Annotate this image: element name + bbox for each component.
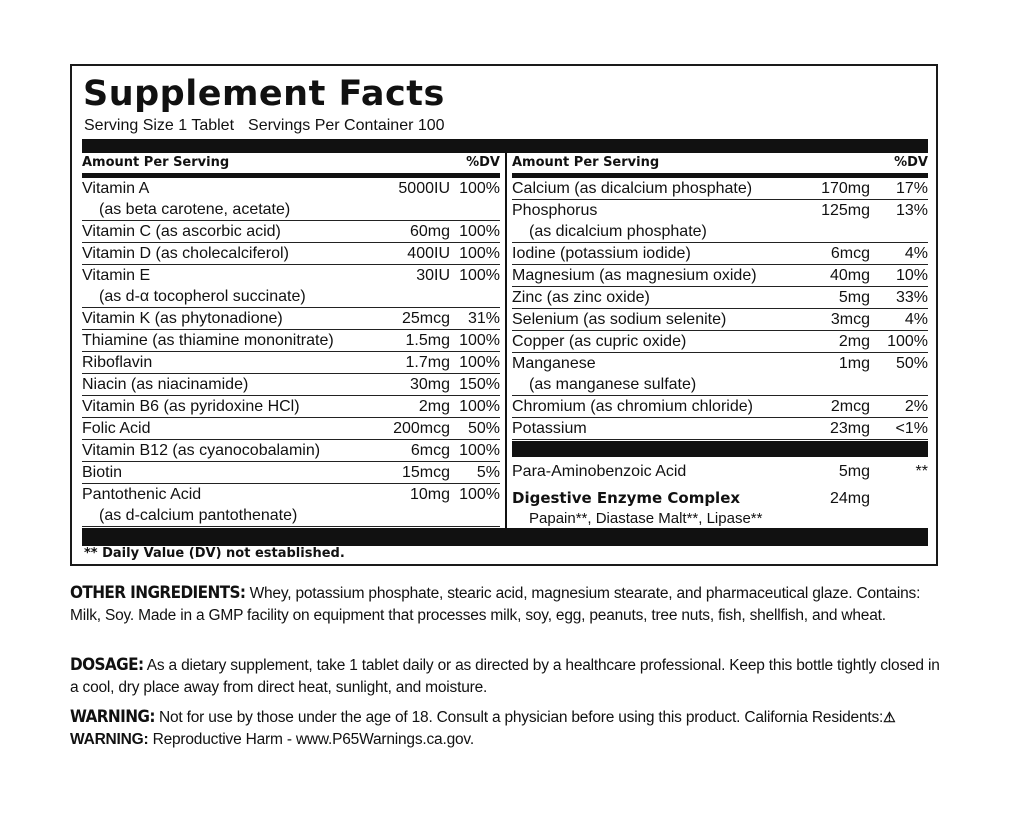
- nutrient-amount: 125mg: [821, 202, 870, 219]
- nutrient-source: (as d-α tocopherol succinate): [99, 288, 306, 305]
- nutrient-name: [512, 396, 800, 417]
- nutrient-row: [512, 396, 928, 418]
- nutrient-name: [512, 353, 800, 395]
- nutrient-row: [82, 243, 500, 265]
- nutrient-amount: 30IU: [416, 267, 450, 284]
- nutrient-row: [82, 418, 500, 440]
- nutrient-dv: 100%: [459, 180, 500, 197]
- nutrient-row: [82, 178, 500, 221]
- supplement-facts-panel: [70, 64, 938, 566]
- nutrient-dv: 100%: [459, 486, 500, 503]
- left-nutrient-column: [82, 153, 500, 528]
- nutrient-source: (as dicalcium phosphate): [529, 223, 707, 240]
- nutrient-row: [82, 374, 500, 396]
- nutrient-row: [512, 309, 928, 331]
- nutrient-name: [82, 243, 407, 264]
- nutrient-amount: 2mg: [418, 398, 450, 415]
- nutrient-label: Vitamin K (as phytonadione): [82, 310, 283, 327]
- nutrient-amount: 10mg: [409, 486, 450, 503]
- bottom-divider-bar: [82, 528, 928, 546]
- nutrient-name: [82, 462, 402, 483]
- nutrient-dv: 100%: [459, 245, 500, 262]
- nutrient-amount: 5000IU: [398, 180, 450, 197]
- other-ingredients-text: Whey, potassium phosphate, stearic acid, magnesium stearate, and pharmaceutical glaze. Contains: Milk, Soy. Made in a GMP facility on equipment that processes milk, soy, egg, peanuts, tree nuts, fish, shellfish, and wheat.: [70, 585, 921, 624]
- nutrient-amount: 200mcg: [393, 420, 450, 437]
- nutrient-label: Calcium (as dicalcium phosphate): [512, 180, 753, 197]
- nutrient-label: Iodine (potassium iodide): [512, 245, 691, 262]
- nutrient-label: Vitamin A: [82, 180, 150, 197]
- nutrient-dv: 50%: [895, 355, 928, 372]
- nutrient-amount: 30mg: [409, 376, 450, 393]
- nutrient-row: [512, 200, 928, 243]
- warning-triangle-icon: ⚠: [883, 709, 896, 725]
- enzyme-components: Papain**, Diastase Malt**, Lipase**: [529, 510, 763, 527]
- nutrient-dv: 100%: [459, 398, 500, 415]
- nutrient-row: [512, 178, 928, 200]
- warning-heading: WARNING:: [70, 707, 155, 727]
- nutrient-row: [82, 462, 500, 484]
- nutrient-dv: 33%: [895, 289, 928, 306]
- nutrient-label: Folic Acid: [82, 420, 151, 437]
- nutrient-row: [512, 353, 928, 396]
- dv-footnote: ** Daily Value (DV) not established.: [84, 546, 345, 561]
- nutrient-name: [512, 200, 800, 242]
- nutrient-dv: 13%: [895, 202, 928, 219]
- ca-warning-text: Reproductive Harm - www.P65Warnings.ca.gov.: [152, 731, 474, 748]
- nutrient-name: [512, 287, 800, 308]
- nutrient-label: Manganese: [512, 355, 596, 372]
- servings-per-container: Servings Per Container 100: [248, 117, 445, 134]
- nutrient-name: [512, 418, 800, 439]
- nutrient-amount: 1mg: [838, 355, 870, 372]
- top-divider-bar: [82, 139, 928, 153]
- nutrient-name: Para-Aminobenzoic Acid: [512, 463, 687, 480]
- nutrient-dv: 100%: [459, 267, 500, 284]
- nutrient-row: [82, 265, 500, 308]
- nutrient-amount: 5mg: [838, 289, 870, 306]
- nutrient-dv: 4%: [904, 311, 928, 328]
- nutrient-label: Selenium (as sodium selenite): [512, 311, 727, 328]
- ca-warning-label: WARNING:: [70, 731, 149, 748]
- nutrient-dv: 100%: [459, 354, 500, 371]
- other-ingredients-heading: OTHER INGREDIENTS:: [70, 583, 246, 603]
- nutrient-amount: 1.7mg: [405, 354, 450, 371]
- nutrient-label: Vitamin B6 (as pyridoxine HCl): [82, 398, 300, 415]
- nutrient-name: [82, 330, 406, 351]
- nutrient-label: Magnesium (as magnesium oxide): [512, 267, 757, 284]
- enzyme-name: Digestive Enzyme Complex: [512, 489, 741, 507]
- nutrient-dv: 150%: [459, 376, 500, 393]
- nutrient-name: [82, 308, 402, 329]
- nutrient-dv: <1%: [895, 420, 928, 437]
- paba-row: [512, 461, 928, 482]
- nutrient-amount: 5mg: [838, 463, 870, 480]
- nutrient-dv: 31%: [467, 310, 500, 327]
- header-dv: %DV: [466, 155, 500, 170]
- nutrient-name: [82, 440, 411, 461]
- nutrient-name: [82, 352, 406, 373]
- nutrient-name: [512, 309, 800, 330]
- nutrient-label: Chromium (as chromium chloride): [512, 398, 753, 415]
- nutrient-amount: 6mcg: [830, 245, 870, 262]
- nutrient-name: [512, 331, 800, 352]
- nutrient-name: [82, 484, 410, 526]
- nutrient-dv: 100%: [459, 332, 500, 349]
- dosage-heading: DOSAGE:: [70, 655, 144, 675]
- dosage: [70, 654, 942, 699]
- left-column-header: [82, 153, 500, 178]
- nutrient-amount: 40mg: [829, 267, 870, 284]
- nutrient-row: [512, 418, 928, 440]
- nutrient-label: Thiamine (as thiamine mononitrate): [82, 332, 334, 349]
- nutrient-row: [512, 287, 928, 309]
- header-amount: Amount Per Serving: [512, 155, 660, 170]
- nutrient-dv: 100%: [887, 333, 928, 350]
- nutrient-dv: 5%: [476, 464, 500, 481]
- nutrient-name: [82, 265, 416, 307]
- right-section-bar: [512, 441, 928, 457]
- nutrient-row: [82, 484, 500, 527]
- nutrient-label: Phosphorus: [512, 202, 598, 219]
- nutrient-label: Riboflavin: [82, 354, 153, 371]
- nutrient-dv: 10%: [895, 267, 928, 284]
- nutrient-amount: 15mcg: [401, 464, 450, 481]
- right-nutrient-column: [512, 153, 928, 528]
- nutrient-label: Zinc (as zinc oxide): [512, 289, 650, 306]
- nutrient-amount: 2mcg: [830, 398, 870, 415]
- serving-info: [84, 116, 445, 136]
- nutrient-dv: 2%: [904, 398, 928, 415]
- warning-text: Not for use by those under the age of 18. Consult a physician before using this product. California Residents:: [159, 709, 884, 726]
- nutrient-amount: 23mg: [829, 420, 870, 437]
- nutrient-label: Vitamin E: [82, 267, 151, 284]
- nutrient-amount: 3mcg: [830, 311, 870, 328]
- nutrient-label: Vitamin D (as cholecalciferol): [82, 245, 289, 262]
- nutrient-row: [82, 308, 500, 330]
- nutrient-dv: 100%: [459, 223, 500, 240]
- nutrient-amount: 25mcg: [401, 310, 450, 327]
- nutrient-amount: 2mg: [838, 333, 870, 350]
- nutrient-row: [82, 352, 500, 374]
- nutrient-name: [82, 418, 393, 439]
- nutrient-label: Copper (as cupric oxide): [512, 333, 687, 350]
- nutrient-name: [512, 178, 800, 199]
- serving-size: Serving Size 1 Tablet: [84, 117, 235, 134]
- nutrient-name: [82, 178, 398, 220]
- nutrient-amount: 170mg: [821, 180, 870, 197]
- nutrient-label: Biotin: [82, 464, 123, 481]
- nutrient-name: [512, 243, 800, 264]
- nutrient-dv: 50%: [467, 420, 500, 437]
- enzyme-amount: 24mg: [829, 490, 870, 507]
- nutrient-label: Niacin (as niacinamide): [82, 376, 249, 393]
- nutrient-amount: 1.5mg: [405, 332, 450, 349]
- other-ingredients: [70, 582, 942, 627]
- nutrient-row: [512, 265, 928, 287]
- nutrient-amount: 6mcg: [410, 442, 450, 459]
- right-column-header: [512, 153, 928, 178]
- nutrient-dv: 100%: [459, 442, 500, 459]
- enzyme-row: [512, 488, 928, 509]
- nutrient-label: Potassium: [512, 420, 587, 437]
- nutrient-name: [512, 265, 800, 286]
- nutrient-row: [82, 221, 500, 243]
- nutrient-row: [82, 396, 500, 418]
- panel-title: Supplement Facts: [83, 74, 445, 114]
- nutrient-source: (as d-calcium pantothenate): [99, 507, 298, 524]
- nutrient-source: (as manganese sulfate): [529, 376, 697, 393]
- enzyme-dv-empty: [870, 488, 928, 509]
- dosage-text: As a dietary supplement, take 1 tablet daily or as directed by a healthcare professional. Keep this bottle tightly closed in a cool, dry place away from direct heat, sunlight, and moisture.: [70, 657, 940, 696]
- header-dv: %DV: [894, 155, 928, 170]
- nutrient-row: [82, 330, 500, 352]
- warning: [70, 706, 942, 751]
- nutrient-label: Vitamin C (as ascorbic acid): [82, 223, 281, 240]
- left-rows: [82, 178, 500, 527]
- nutrient-dv: **: [915, 463, 928, 480]
- nutrient-amount: 400IU: [407, 245, 450, 262]
- nutrient-amount: 60mg: [409, 223, 450, 240]
- header-amount: Amount Per Serving: [82, 155, 230, 170]
- nutrient-row: [512, 331, 928, 353]
- nutrient-row: [82, 440, 500, 462]
- nutrient-row: [512, 243, 928, 265]
- right-rows: [512, 178, 928, 440]
- column-divider: [505, 153, 507, 528]
- nutrient-dv: 17%: [895, 180, 928, 197]
- nutrient-label: Pantothenic Acid: [82, 486, 202, 503]
- nutrient-name: [82, 221, 410, 242]
- nutrient-name: [82, 374, 410, 395]
- nutrient-source: (as beta carotene, acetate): [99, 201, 291, 218]
- nutrient-label: Vitamin B12 (as cyanocobalamin): [82, 442, 321, 459]
- nutrient-name: [82, 396, 419, 417]
- nutrient-dv: 4%: [904, 245, 928, 262]
